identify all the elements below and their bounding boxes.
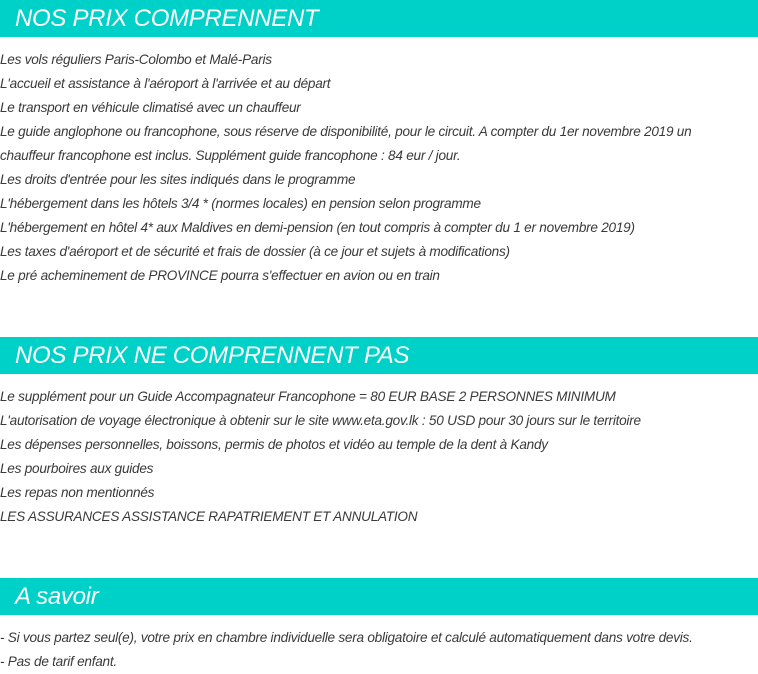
not-included-list <box>0 385 758 529</box>
list-item: LES ASSURANCES ASSISTANCE RAPATRIEMENT ET ANNULATION <box>0 509 418 524</box>
list-item: Le supplément pour un Guide Accompagnateur Francophone = 80 EUR BASE 2 PERSONNES MINIMUM <box>0 389 616 404</box>
list-item: chauffeur francophone est inclus. Supplément guide francophone : 84 eur / jour. <box>0 148 461 163</box>
included-list <box>0 48 758 288</box>
section-header-good-to-know: A savoir <box>0 578 758 615</box>
list-item: L'autorisation de voyage électronique à obtenir sur le site www.eta.gov.lk : 50 USD pour 30 jours sur le territoire <box>0 413 641 428</box>
good-to-know-list <box>0 626 758 674</box>
list-item: Les dépenses personnelles, boissons, permis de photos et vidéo au temple de la dent à Kandy <box>0 437 548 452</box>
list-item: L'accueil et assistance à l'aéroport à l'arrivée et au départ <box>0 76 331 91</box>
list-item: - Pas de tarif enfant. <box>0 654 117 669</box>
list-item: Le transport en véhicule climatisé avec un chauffeur <box>0 100 301 115</box>
list-item: Les droits d'entrée pour les sites indiqués dans le programme <box>0 172 356 187</box>
list-item: L'hébergement dans les hôtels 3/4 * (normes locales) en pension selon programme <box>0 196 481 211</box>
list-item: Les repas non mentionnés <box>0 485 155 500</box>
section-header-included: NOS PRIX COMPRENNENT <box>0 0 758 37</box>
list-item: Les pourboires aux guides <box>0 461 154 476</box>
list-item: L'hébergement en hôtel 4* aux Maldives en demi-pension (en tout compris à compter du 1 er novembre 2019) <box>0 220 635 235</box>
section-header-not-included: NOS PRIX NE COMPRENNENT PAS <box>0 337 758 374</box>
list-item: Le guide anglophone ou francophone, sous réserve de disponibilité, pour le circuit. A compter du 1er novembre 2019 un <box>0 124 692 139</box>
list-item: Les taxes d'aéroport et de sécurité et frais de dossier (à ce jour et sujets à modifications) <box>0 244 510 259</box>
list-item: - Si vous partez seul(e), votre prix en chambre individuelle sera obligatoire et calculé automatiquement dans votre devis. <box>0 630 693 645</box>
list-item: Les vols réguliers Paris-Colombo et Malé-Paris <box>0 52 272 67</box>
list-item: Le pré acheminement de PROVINCE pourra s'effectuer en avion ou en train <box>0 268 440 283</box>
